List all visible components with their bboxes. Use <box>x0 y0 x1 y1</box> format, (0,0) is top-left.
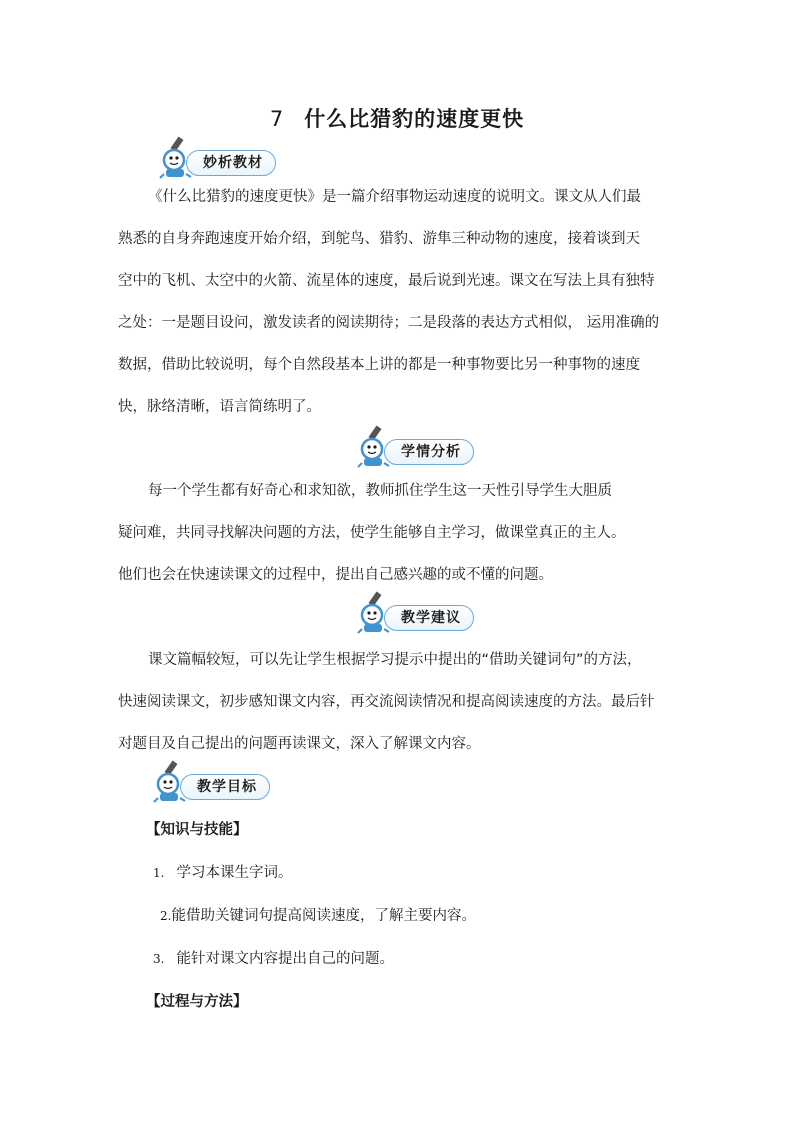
material-line-6: 快，脉络清晰，语言简练明了。 <box>118 399 321 415</box>
material-line-4: 之处：一是题目设问，激发读者的阅读期待；二是段落的表达方式相似， 运用准确的 <box>118 315 660 331</box>
section-label-advice: 教学建议 <box>384 605 474 631</box>
material-paragraph <box>118 176 690 428</box>
goal-item-2 <box>160 904 476 925</box>
students-line-3: 他们也会在快速读课文的过程中，提出自己感兴趣的或不懂的问题。 <box>118 567 553 583</box>
advice-paragraph <box>118 639 690 765</box>
section-badge-advice <box>356 603 474 633</box>
section-label-students: 学情分析 <box>384 439 474 465</box>
material-line-2: 熟悉的自身奔跑速度开始介绍，到鸵鸟、猎豹、游隼三种动物的速度，接着谈到天 <box>118 231 640 247</box>
goal-item-number: 1. <box>153 866 165 880</box>
section-label-goals: 教学目标 <box>180 774 270 800</box>
lesson-title: 什么比猎豹的速度更快 <box>304 107 525 131</box>
goal-item-1 <box>153 861 292 882</box>
material-line-1: 《什么比猎豹的速度更快》是一篇介绍事物运动速度的说明文。课文从人们最 <box>148 189 641 205</box>
section-badge-students <box>356 437 474 467</box>
students-line-1: 每一个学生都有好奇心和求知欲，教师抓住学生这一天性引导学生大胆质 <box>148 483 612 499</box>
goal-item-text: 能借助关键词句提高阅读速度，了解主要内容。 <box>171 908 476 924</box>
pencil-mascot-icon <box>356 591 394 635</box>
goal-item-text: 能针对课文内容提出自己的问题。 <box>176 951 394 967</box>
material-line-5: 数据，借助比较说明，每个自然段基本上讲的都是一种事物要比另一种事物的速度 <box>118 357 640 373</box>
pencil-mascot-icon <box>356 425 394 469</box>
students-line-2: 疑问难，共同寻找解决问题的方法，使学生能够自主学习，做课堂真正的主人。 <box>118 525 626 541</box>
goal-item-number: 2. <box>160 909 172 923</box>
knowledge-heading: 【知识与技能】 <box>146 822 248 838</box>
section-label-material: 妙析教材 <box>186 150 276 176</box>
process-heading: 【过程与方法】 <box>146 994 248 1010</box>
section-badge-goals <box>152 772 270 802</box>
goal-item-number: 3. <box>153 952 165 966</box>
advice-line-2: 快速阅读课文，初步感知课文内容，再交流阅读情况和提高阅读速度的方法。最后针 <box>118 694 655 710</box>
advice-line-1: 课文篇幅较短，可以先让学生根据学习提示中提出的“借助关键词句”的方法， <box>148 652 642 668</box>
material-line-3: 空中的飞机、太空中的火箭、流星体的速度，最后说到光速。课文在写法上具有独特 <box>118 273 655 289</box>
pencil-mascot-icon <box>158 136 196 180</box>
goal-item-3 <box>153 947 394 968</box>
section-badge-material <box>158 148 276 178</box>
students-paragraph <box>118 470 690 596</box>
advice-line-3: 对题目及自己提出的问题再读课文，深入了解课文内容。 <box>118 736 481 752</box>
page-title <box>0 103 794 133</box>
goal-item-text: 学习本课生字词。 <box>176 865 293 881</box>
pencil-mascot-icon <box>152 760 190 804</box>
lesson-number: 7 <box>269 107 285 131</box>
